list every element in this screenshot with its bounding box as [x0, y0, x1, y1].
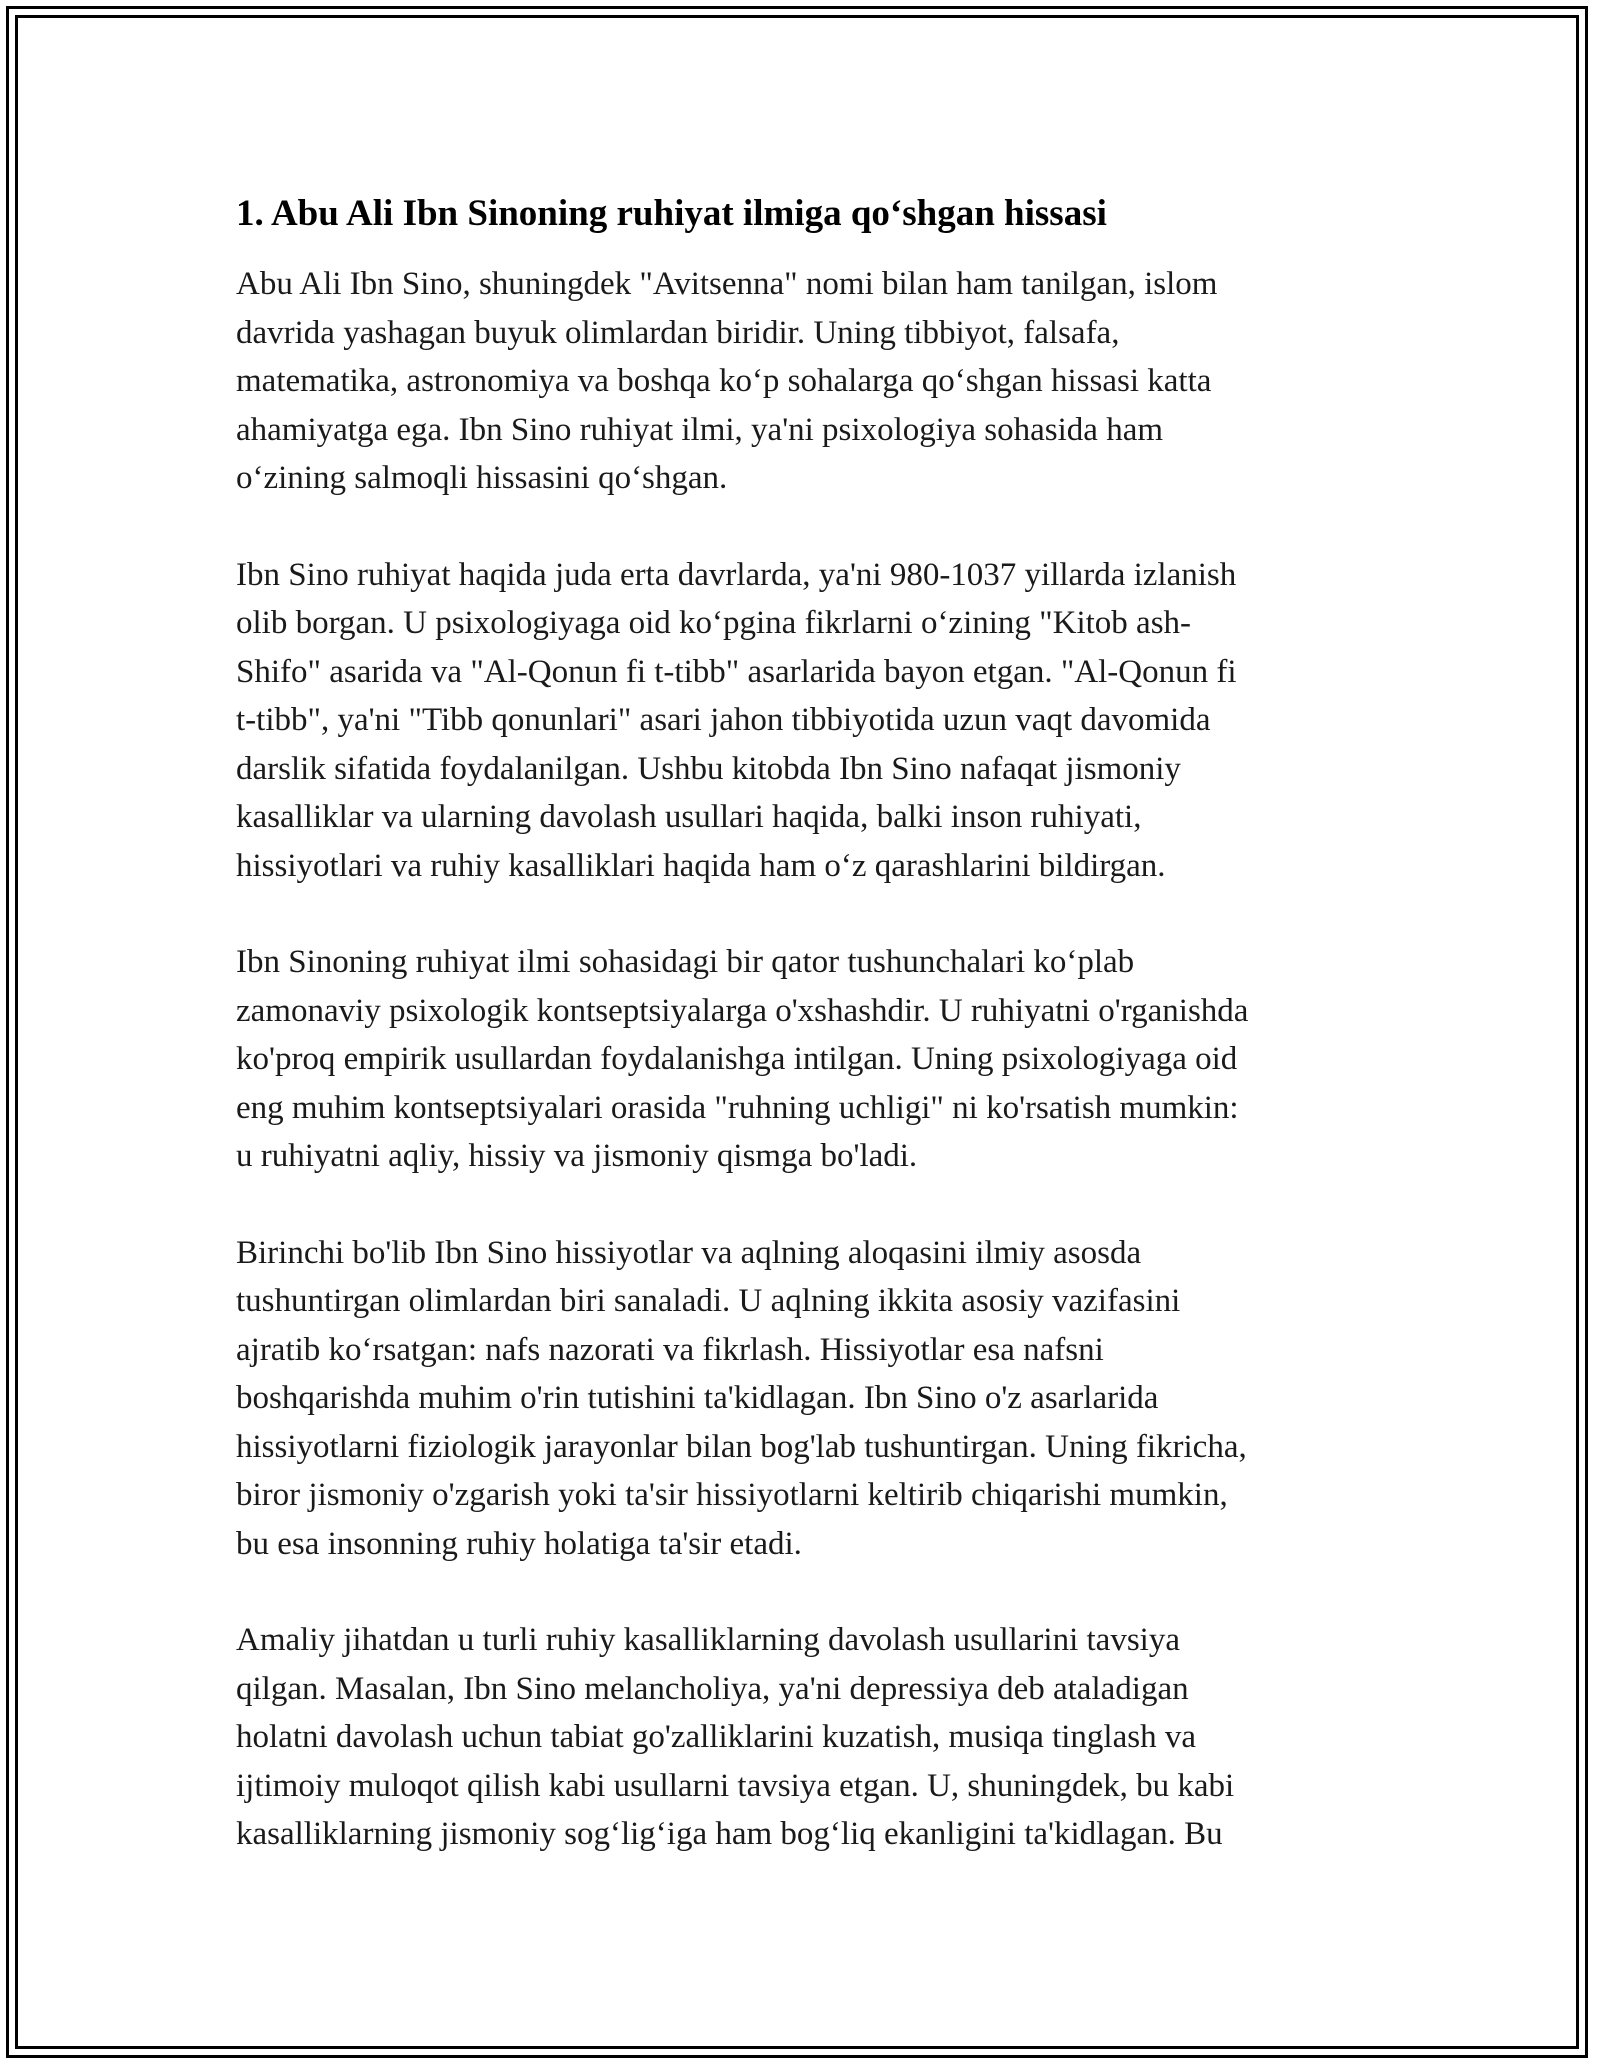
text-line: biror jismoniy o'zgarish yoki ta'sir hissiyotlarni keltirib chiqarishi mumkin,	[236, 1477, 1228, 1513]
document-body	[236, 188, 1386, 1907]
section-heading: 1. Abu Ali Ibn Sinoning ruhiyat ilmiga qo‘shgan hissasi	[236, 193, 1107, 234]
text-line: darslik sifatida foydalanilgan. Ushbu kitobda Ibn Sino nafaqat jismoniy	[236, 750, 1181, 787]
text-line: ajratib ko‘rsatgan: nafs nazorati va fikrlash. Hissiyotlar esa nafsni	[236, 1331, 1104, 1368]
text-line: kasalliklarning jismoniy sog‘lig‘iga ham bog‘liq ekanligini ta'kidlagan. Bu	[236, 1816, 1223, 1852]
text-line: Abu Ali Ibn Sino, shuningdek "Avitsenna" nomi bilan ham tanilgan, islom	[236, 266, 1218, 302]
text-line: Ibn Sinoning ruhiyat ilmi sohasidagi bir qator tushunchalari ko‘plab	[236, 944, 1135, 980]
text-line: qilgan. Masalan, Ibn Sino melancholiya, ya'ni depressiya deb ataladigan	[236, 1670, 1189, 1707]
text-line: kasalliklar va ularning davolash usullari haqida, balki inson ruhiyati,	[236, 799, 1142, 835]
text-line: eng muhim kontseptsiyalari orasida "ruhning uchligi" ni ko'rsatish mumkin:	[236, 1089, 1239, 1126]
paragraph	[236, 551, 1386, 891]
text-line: boshqarishda muhim o'rin tutishini ta'kidlagan. Ibn Sino o'z asarlarida	[236, 1380, 1159, 1416]
text-line: matematika, astronomiya va boshqa ko‘p sohalarga qo‘shgan hissasi katta	[236, 363, 1212, 399]
text-line: Ibn Sino ruhiyat haqida juda erta davrlarda, ya'ni 980-1037 yillarda izlanish	[236, 556, 1237, 593]
text-line: holatni davolash uchun tabiat go'zalliklarini kuzatish, musiqa tinglash va	[236, 1719, 1196, 1755]
text-line: Birinchi bo'lib Ibn Sino hissiyotlar va aqlning aloqasini ilmiy asosda	[236, 1234, 1142, 1271]
paragraph-container	[236, 260, 1386, 1859]
text-line: Shifo" asarida va "Al-Qonun fi t-tibb" asarlarida bayon etgan. "Al-Qonun fi	[236, 653, 1237, 690]
text-line: bu esa insonning ruhiy holatiga ta'sir etadi.	[236, 1525, 802, 1562]
text-line: hissiyotlari va ruhiy kasalliklari haqida ham o‘z qarashlarini bildirgan.	[236, 847, 1166, 884]
text-line: olib borgan. U psixologiyaga oid ko‘pgina fikrlarni o‘zining "Kitob ash-	[236, 605, 1192, 641]
text-line: ijtimoiy muloqot qilish kabi usullarni tavsiya etgan. U, shuningdek, bu kabi	[236, 1767, 1235, 1804]
text-line: u ruhiyatni aqliy, hissiy va jismoniy qismga bo'ladi.	[236, 1138, 918, 1174]
text-line: davrida yashagan buyuk olimlardan biridir. Uning tibbiyot, falsafa,	[236, 314, 1120, 351]
text-line: o‘zining salmoqli hissasini qo‘shgan.	[236, 460, 728, 496]
text-line: tushuntirgan olimlardan biri sanaladi. U aqlning ikkita asosiy vazifasini	[236, 1283, 1181, 1319]
text-line: zamonaviy psixologik kontseptsiyalarga o'xshashdir. U ruhiyatni o'rganishda	[236, 992, 1249, 1029]
text-line: t-tibb", ya'ni "Tibb qonunlari" asari jahon tibbiyotida uzun vaqt davomida	[236, 702, 1211, 738]
paragraph	[236, 260, 1386, 503]
text-line: hissiyotlarni fiziologik jarayonlar bilan bog'lab tushuntirgan. Uning fikricha,	[236, 1428, 1247, 1465]
paragraph	[236, 1229, 1386, 1569]
paragraph	[236, 1616, 1386, 1859]
text-line: ahamiyatga ega. Ibn Sino ruhiyat ilmi, ya'ni psixologiya sohasida ham	[236, 411, 1164, 448]
text-line: Amaliy jihatdan u turli ruhiy kasalliklarning davolash usullarini tavsiya	[236, 1622, 1180, 1658]
text-line: ko'proq empirik usullardan foydalanishga intilgan. Uning psixologiyaga oid	[236, 1041, 1238, 1077]
paragraph	[236, 938, 1386, 1181]
